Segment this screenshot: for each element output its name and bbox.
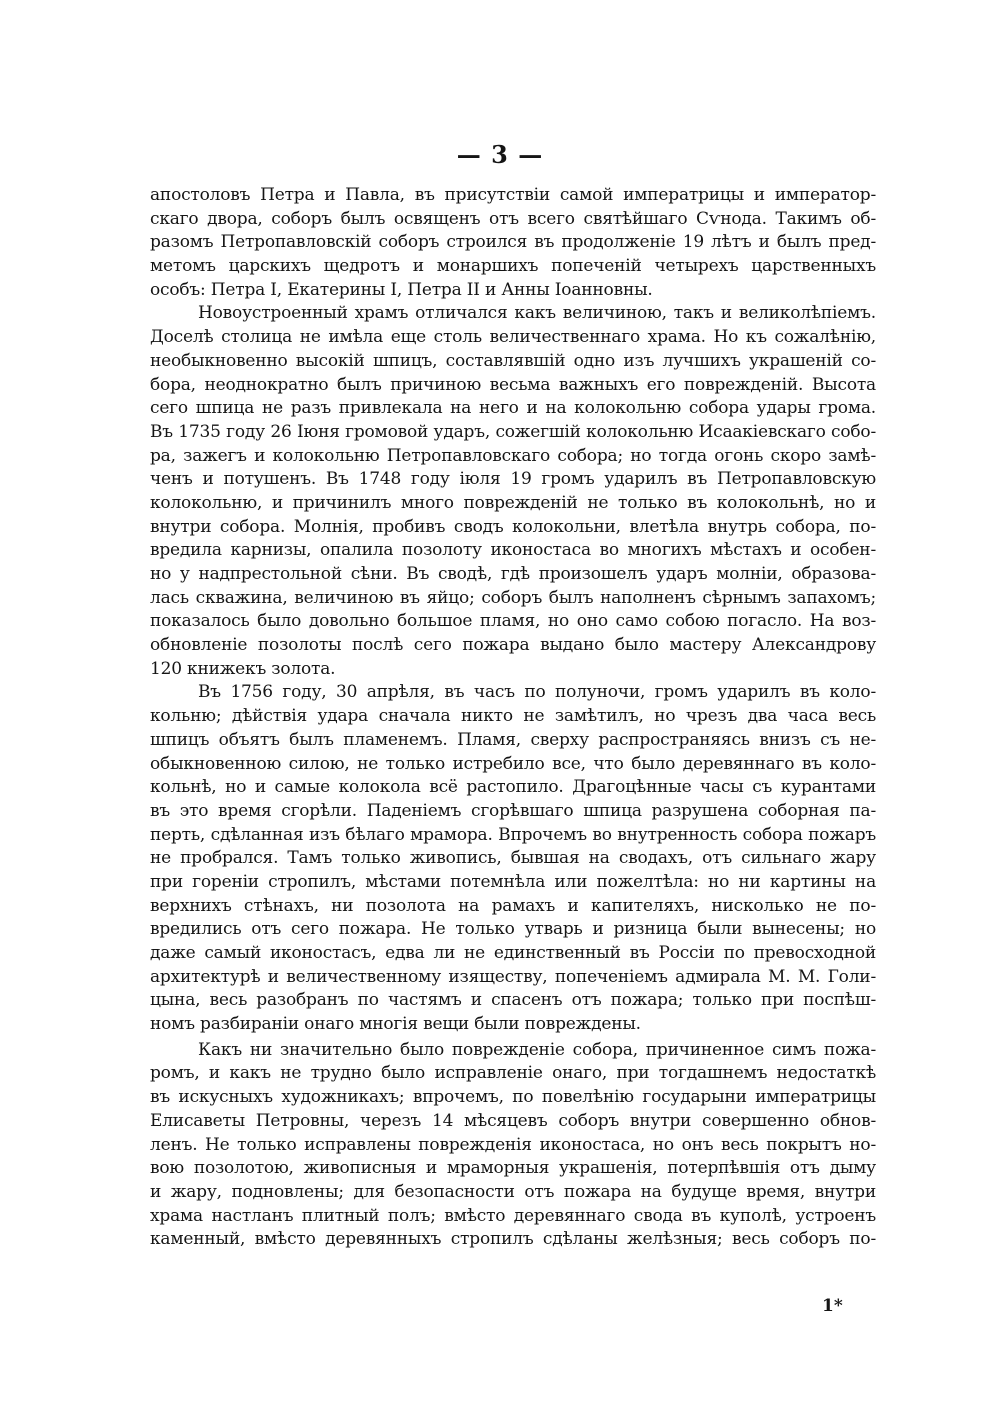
text-line: вредила карнизы, опалила позолоту иконостаса во многихъ мѣстахъ и особен- (150, 540, 876, 561)
text-line: номъ разбираніи онаго многія вещи были повреждены. (150, 1014, 641, 1035)
text-line: Въ 1735 году 26 Іюня громовой ударъ, сожегшій колокольню Исаакіевскаго собо- (150, 421, 876, 442)
text-line: цына, весь разобранъ по частямъ и спасенъ отъ пожара; только при поспѣш- (150, 990, 876, 1011)
text-line: храма настланъ плитный полъ; вмѣсто деревяннаго свода въ куполѣ, устроенъ (150, 1205, 876, 1226)
text-line: въ искусныхъ художникахъ; впрочемъ, по повелѣнію государыни императрицы (150, 1087, 876, 1108)
text-line: вою позолотою, живописныя и мраморныя украшенія, потерпѣвшія отъ дыму (150, 1158, 876, 1179)
text-line: но у надпрестольной сѣни. Въ сводѣ, гдѣ произошелъ ударъ молніи, образова- (150, 564, 876, 584)
paragraph-start-line: Какъ ни значительно было поврежденіе собора, причиненное симъ пожа- (198, 1039, 876, 1060)
text-line: ра, зажегъ и колокольню Петропавловскаго собора; но тогда огонь скоро замѣ- (150, 445, 876, 466)
text-line: ленъ. Не только исправлены поврежденія иконостаса, но онъ весь покрытъ но- (150, 1134, 876, 1155)
text-line: необыкновенно высокій шпицъ, составлявшій одно изъ лучшихъ украшеній со- (150, 350, 876, 371)
text-line: обыкновенною силою, не только истребило все, что было деревяннаго въ коло- (150, 753, 876, 774)
text-line: не пробрался. Тамъ только живопись, бывшая на сводахъ, отъ сильнаго жару (150, 848, 876, 869)
text-line: при гореніи стропилъ, мѣстами потемнѣла или пожелтѣла: но ни картины на (150, 871, 876, 892)
text-line: показалось было довольно большое пламя, но оно само собою погасло. На воз- (150, 611, 876, 632)
text-line: особъ: Петра I, Екатерины I, Петра II и Анны Іоанновны. (150, 279, 653, 300)
text-line: архитектурѣ и величественному изяществу, попеченіемъ адмирала М. М. Голи- (150, 966, 876, 987)
text-line: обновленіе позолоты послѣ сего пожара выдано было мастеру Александрову (150, 635, 876, 656)
text-line: кольнѣ, но и самые колокола всё растопило. Драгоцѣнные часы съ курантами (150, 777, 876, 798)
text-line: лась скважина, величиною въ яйцо; соборъ былъ наполненъ сѣрнымъ запахомъ; (150, 587, 876, 608)
text-line: каменный, вмѣсто деревянныхъ стропилъ сдѣланы желѣзныя; весь соборъ по- (150, 1229, 876, 1250)
text-line: ромъ, и какъ не трудно было исправленіе онаго, при тогдашнемъ недостаткѣ (150, 1063, 876, 1084)
text-line: ченъ и потушенъ. Въ 1748 году іюля 19 громъ ударилъ въ Петропавловскую (150, 469, 876, 490)
text-line: кольню; дѣйствія удара сначала никто не замѣтилъ, но чрезъ два часа весь (150, 706, 876, 727)
text-line: вредились отъ сего пожара. Не только утварь и ризница были вынесены; но (150, 919, 876, 940)
page-number: — 3 — (456, 140, 544, 169)
text-line: бора, неоднократно былъ причиною весьма важныхъ его поврежденій. Высота (150, 374, 876, 395)
text-line: Доселѣ столица не имѣла еще столь величественнаго храма. Но къ сожалѣнію, (150, 327, 876, 348)
text-line: скаго двора, соборъ былъ освященъ отъ всего святѣйшаго Сѵнода. Такимъ об- (150, 208, 876, 229)
text-line: верхнихъ стѣнахъ, ни позолота на рамахъ и капителяхъ, нисколько не по- (150, 895, 876, 916)
text-line: сего шпица не разъ привлекала на него и на колокольню собора удары грома. (150, 398, 876, 419)
text-line: колокольню, и причинилъ много поврежденій не только въ колокольнѣ, но и (150, 492, 876, 513)
text-line: внутри собора. Молнія, пробивъ сводъ колокольни, влетѣла внутрь собора, по- (150, 516, 876, 537)
paragraph-start-line: Въ 1756 году, 30 апрѣля, въ часъ по полуночи, громъ ударилъ въ коло- (198, 682, 876, 703)
text-line: 120 книжекъ золота. (150, 658, 336, 679)
text-line: шпицъ объятъ былъ пламенемъ. Пламя, сверху распространяясь внизъ съ не- (150, 729, 876, 750)
body-text (150, 184, 876, 1276)
text-line: апостоловъ Петра и Павла, въ присутствіи самой императрицы и император- (150, 185, 876, 205)
text-line: въ это время сгорѣли. Паденіемъ сгорѣвшаго шпица разрушена соборная па- (150, 800, 876, 821)
signature-mark: 1* (822, 1296, 843, 1316)
paragraph-start-line: Новоустроенный храмъ отличался какъ величиною, такъ и великолѣпіемъ. (198, 303, 876, 324)
text-line: Елисаветы Петровны, черезъ 14 мѣсяцевъ соборъ внутри совершенно обнов- (150, 1110, 876, 1131)
text-line: и жару, подновлены; для безопасности отъ пожара на будуще время, внутри (150, 1181, 876, 1202)
text-line: перть, сдѣланная изъ бѣлаго мрамора. Впрочемъ во внутренность собора пожаръ (150, 824, 876, 845)
text-line (150, 1252, 876, 1276)
text-line: разомъ Петропавловскій соборъ строился въ продолженіе 19 лѣтъ и былъ пред- (150, 232, 876, 253)
text-line: метомъ царскихъ щедротъ и монаршихъ попеченій четырехъ царственныхъ (150, 256, 876, 277)
text-line: даже самый иконостасъ, едва ли не единственный въ Россіи по превосходной (150, 943, 876, 963)
